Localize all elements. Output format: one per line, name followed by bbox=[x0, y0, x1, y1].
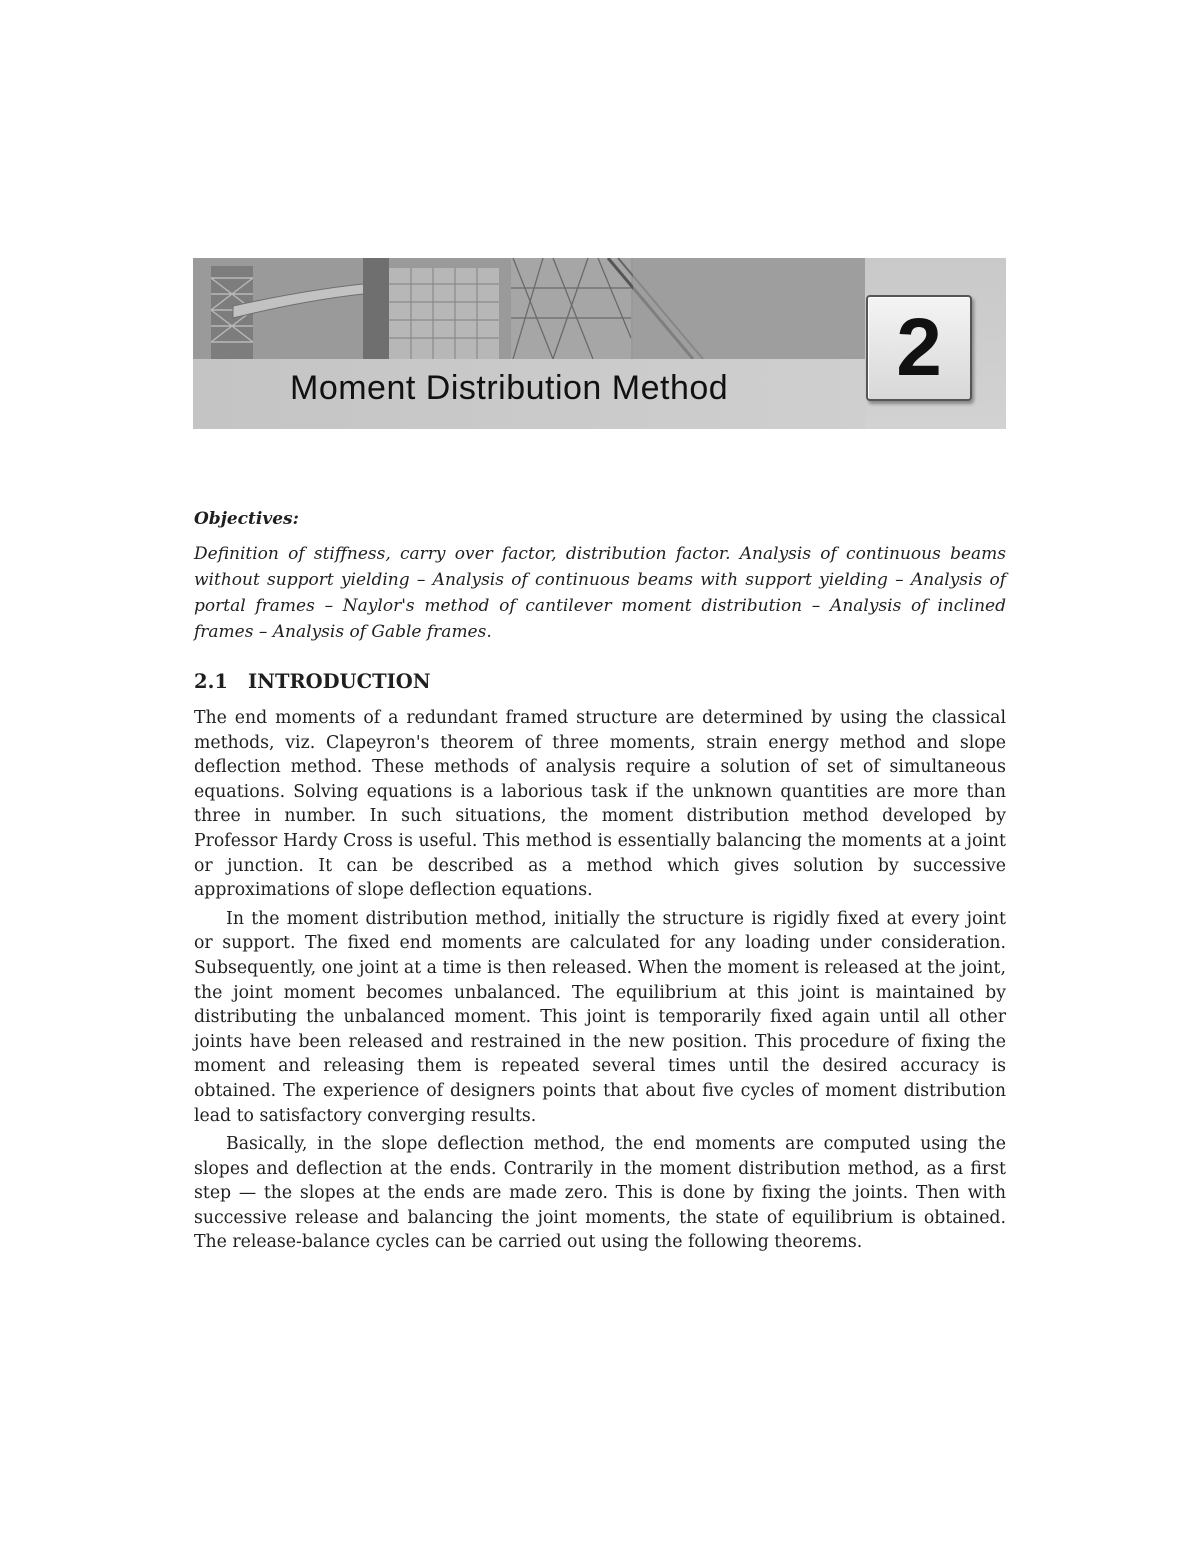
section-number: 2.1 bbox=[194, 670, 228, 693]
chapter-title: Moment Distribution Method bbox=[290, 369, 729, 407]
chapter-banner bbox=[193, 258, 1006, 429]
objectives-heading: Objectives: bbox=[194, 509, 299, 529]
paragraph: Basically, in the slope deflection method, the end moments are computed using the slopes and deflection at the ends. Contrarily in the moment distribution method, as a first step — the slopes at the ends are made zero. This is done by fixing the joints. Then with successive release and balancing the joint moments, the state of equilibrium is obtained. The release-balance cycles can be carried out using the following theorems. bbox=[194, 1134, 1006, 1253]
objectives-text: Definition of stiffness, carry over factor, distribution factor. Analysis of continuous beams without support yielding – Analysis of continuous beams with support yielding – Analysis of portal frames – Naylor's method of cantilever moment distribution – Analysis of inclined frames – Analysis of Gable frames. bbox=[194, 544, 1006, 642]
section-title: INTRODUCTION bbox=[248, 670, 431, 693]
section-heading bbox=[194, 670, 1006, 693]
industrial-structure-image bbox=[193, 258, 865, 359]
section-body bbox=[194, 706, 1006, 1255]
paragraph: In the moment distribution method, initially the structure is rigidly fixed at every joint or support. The fixed end moments are calculated for any loading under consideration. Subsequently, one joint at a time is then released. When the moment is released at the joint, the joint moment becomes unbalanced. The equilibrium at this joint is maintained by distributing the unbalanced moment. This joint is temporarily fixed again until all other joints have been released and restrained in the new position. This procedure of fixing the moment and releasing them is repeated several times until the desired accuracy is obtained. The experience of designers points that about five cycles of moment distribution lead to satisfactory converging results. bbox=[194, 908, 1006, 1126]
paragraph: The end moments of a redundant framed structure are determined by using the classical methods, viz. Clapeyron's theorem of three moments, strain energy method and slope deflection method. These methods of analysis require a solution of set of simultaneous equations. Solving equations is a laborious task if the unknown quantities are more than three in number. In such situations, the moment distribution method developed by Professor Hardy Cross is useful. This method is essentially balancing the moments at a joint or junction. It can be described as a method which gives solution by successive approximations of slope deflection equations. bbox=[194, 708, 1006, 901]
title-bar bbox=[193, 359, 865, 429]
chapter-number-badge: 2 bbox=[866, 295, 972, 401]
